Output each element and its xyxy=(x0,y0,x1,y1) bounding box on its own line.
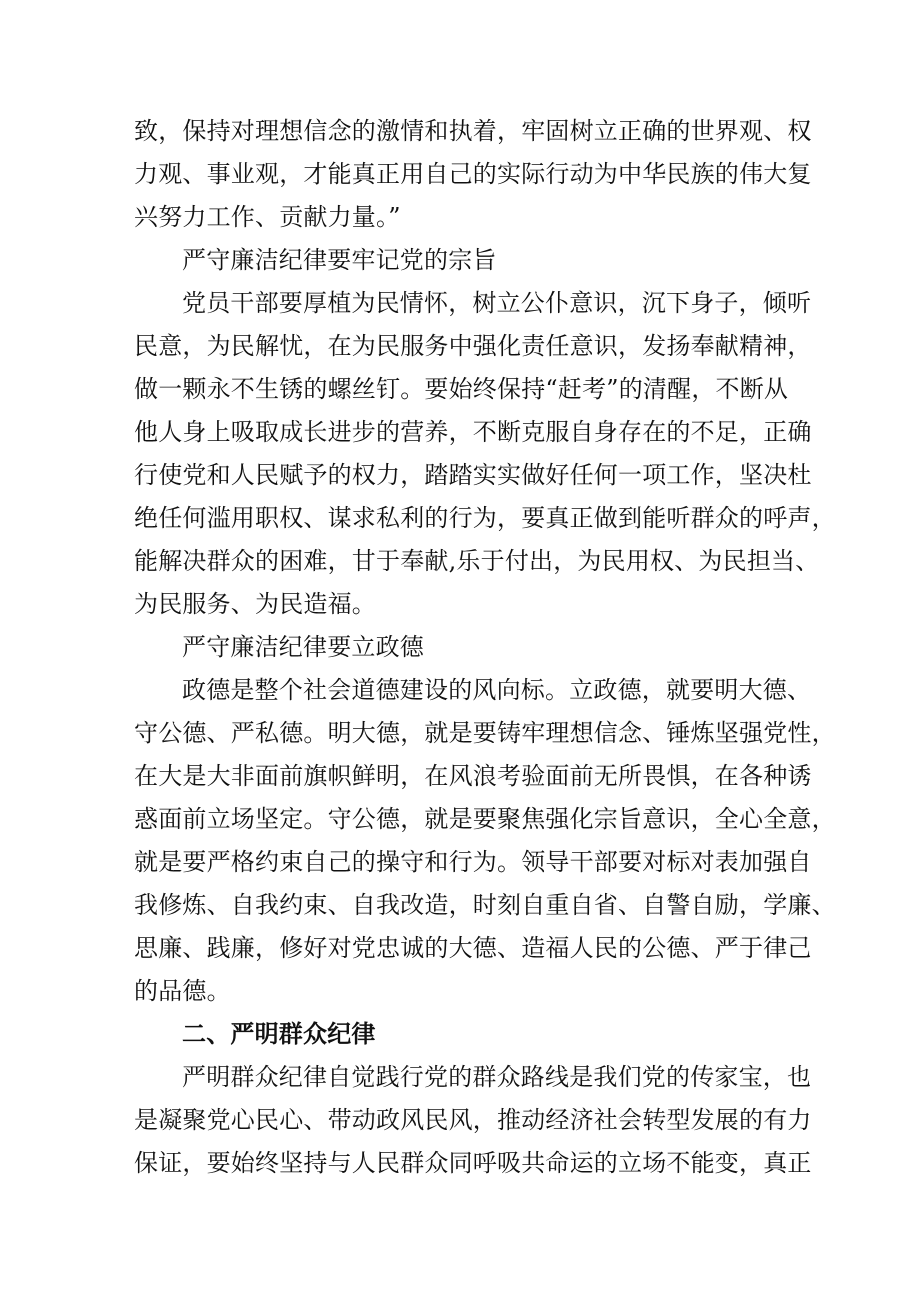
section-heading-mass-discipline xyxy=(134,1013,794,1056)
text-line: 党员干部要厚植为民情怀，树立公仆意识，沉下身子，倾听 xyxy=(182,289,812,317)
text-line: 惑面前立场坚定。守公德，就是要聚焦强化宗旨意识，全心全意， xyxy=(134,805,836,833)
paragraph-quote-ending xyxy=(134,110,812,239)
text-line: 兴努力工作、贡献力量。” xyxy=(134,203,401,231)
document-body xyxy=(134,110,836,1185)
text-line: 的品德。 xyxy=(134,977,231,1005)
heading-text: 二、严明群众纪律 xyxy=(182,1020,376,1048)
subheading-text: 严守廉洁纪律要立政德 xyxy=(182,633,424,661)
text-line: 严明群众纪律自觉践行党的群众路线是我们党的传家宝，也 xyxy=(182,1063,812,1091)
paragraph-political-virtue xyxy=(134,669,836,1013)
text-line: 保证，要始终坚持与人民群众同呼吸共命运的立场不能变，真正 xyxy=(134,1149,812,1177)
section-subheading-purpose xyxy=(134,239,794,282)
text-line: 力观、事业观，才能真正用自己的实际行动为中华民族的伟大复 xyxy=(134,160,812,188)
paragraph-mass-line xyxy=(134,1056,812,1185)
section-subheading-political-virtue xyxy=(134,626,794,669)
text-line: 思廉、践廉，修好对党忠诚的大德、造福人民的公德、严于律己 xyxy=(134,934,812,962)
text-line: 守公德、严私德。明大德，就是要铸牢理想信念、锤炼坚强党性， xyxy=(134,719,836,747)
text-line: 致，保持对理想信念的激情和执着，牢固树立正确的世界观、权 xyxy=(134,117,812,145)
text-line: 我修炼、自我约束、自我改造，时刻自重自省、自警自励，学廉、 xyxy=(134,891,836,919)
text-line: 绝任何滥用职权、谋求私利的行为，要真正做到能听群众的呼声， xyxy=(134,504,836,532)
text-line: 他人身上吸取成长进步的营养，不断克服自身存在的不足，正确 xyxy=(134,418,812,446)
text-line: 行使党和人民赋予的权力，踏踏实实做好任何一项工作，坚决杜 xyxy=(134,461,812,489)
text-line: 在大是大非面前旗帜鲜明，在风浪考验面前无所畏惧，在各种诱 xyxy=(134,762,812,790)
text-line: 为民服务、为民造福。 xyxy=(134,590,376,618)
text-line: 能解决群众的困难，甘于奉献,乐于付出，为民用权、为民担当、 xyxy=(134,547,820,575)
paragraph-serve-people xyxy=(134,282,836,626)
text-line: 政德是整个社会道德建设的风向标。立政德，就要明大德、 xyxy=(182,676,812,704)
text-line: 是凝聚党心民心、带动政风民风，推动经济社会转型发展的有力 xyxy=(134,1106,812,1134)
text-line: 做一颗永不生锈的螺丝钉。要始终保持“赶考”的清醒，不断从 xyxy=(134,375,789,403)
subheading-text: 严守廉洁纪律要牢记党的宗旨 xyxy=(182,246,497,274)
text-line: 就是要严格约束自己的操守和行为。领导干部要对标对表加强自 xyxy=(134,848,812,876)
text-line: 民意，为民解忧，在为民服务中强化责任意识，发扬奉献精神， xyxy=(134,332,812,360)
